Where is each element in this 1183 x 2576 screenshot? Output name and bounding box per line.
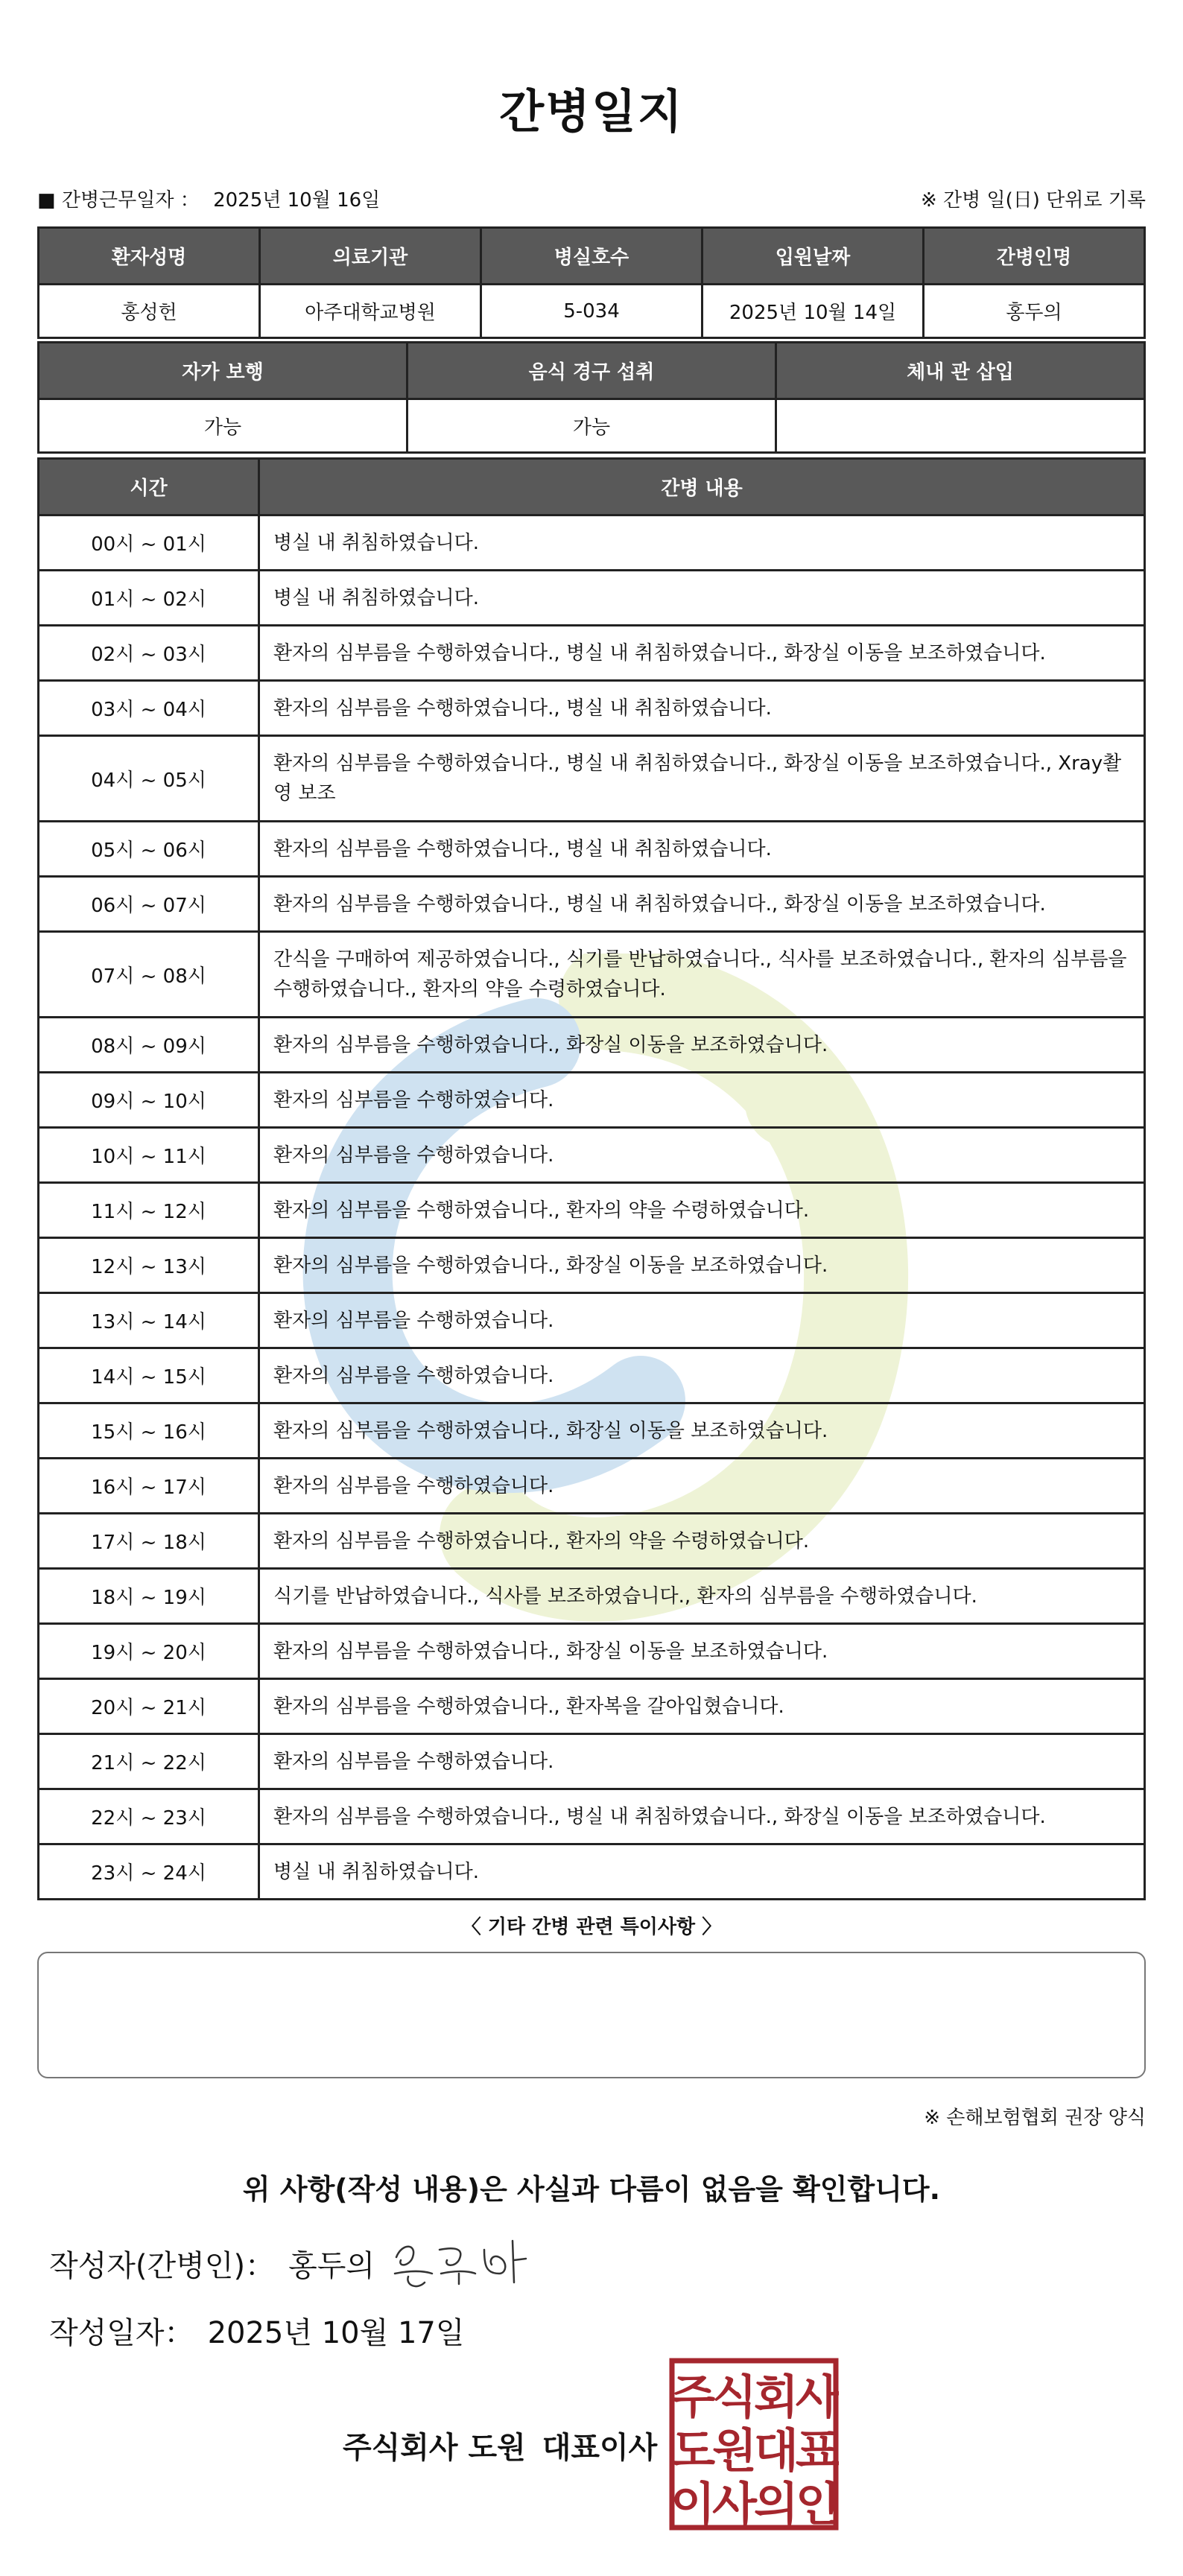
writer-line [49, 2242, 375, 2285]
table-row [39, 1844, 1145, 1900]
row-desc: 환자의 심부름을 수행하였습니다. [259, 1073, 1145, 1128]
row-desc: 환자의 심부름을 수행하였습니다. [259, 1348, 1145, 1403]
row-desc: 환자의 심부름을 수행하였습니다., 병실 내 취침하였습니다., 화장실 이동을 보조하였습니다., Xray촬영 보조 [259, 736, 1145, 822]
header-room-number: 병실호수 [481, 228, 702, 285]
header-time: 시간 [39, 459, 259, 515]
header-tube-insertion: 체내 관 삽입 [776, 343, 1145, 399]
row-time: 22시 ~ 23시 [39, 1789, 259, 1844]
row-time: 00시 ~ 01시 [39, 515, 259, 571]
row-desc: 환자의 심부름을 수행하였습니다. [259, 1734, 1145, 1789]
header-oral-intake: 음식 경구 섭취 [407, 343, 776, 399]
header-self-walking: 자가 보행 [39, 343, 407, 399]
status-table [37, 341, 1146, 454]
row-time: 09시 ~ 10시 [39, 1073, 259, 1128]
row-desc: 환자의 심부름을 수행하였습니다., 화장실 이동을 보조하였습니다. [259, 1238, 1145, 1293]
written-date-value: 2025년 10월 17일 [207, 2316, 465, 2350]
row-desc: 환자의 심부름을 수행하였습니다., 화장실 이동을 보조하였습니다. [259, 1624, 1145, 1679]
table-row [39, 1403, 1145, 1459]
work-date-label: ■ 간병근무일자 ： [37, 189, 200, 212]
row-desc: 환자의 심부름을 수행하였습니다., 환자의 약을 수령하였습니다. [259, 1183, 1145, 1238]
table-row [39, 1789, 1145, 1844]
row-time: 12시 ~ 13시 [39, 1238, 259, 1293]
row-time: 21시 ~ 22시 [39, 1734, 259, 1789]
table-row [39, 1624, 1145, 1679]
table-row [39, 1073, 1145, 1128]
row-time: 04시 ~ 05시 [39, 736, 259, 822]
work-date-value: 2025년 10월 16일 [213, 189, 381, 212]
table-row [39, 571, 1145, 626]
company-line [343, 2424, 657, 2466]
row-time: 05시 ~ 06시 [39, 822, 259, 877]
writer-name: 홍두의 [288, 2249, 375, 2283]
oral-intake-value: 가능 [407, 399, 776, 453]
row-time: 11시 ~ 12시 [39, 1183, 259, 1238]
meta-row [37, 185, 1146, 215]
table-row [39, 1018, 1145, 1073]
company-name: 주식회사 도원 [343, 2431, 526, 2465]
table-row [39, 1569, 1145, 1624]
row-desc: 병실 내 취침하였습니다. [259, 515, 1145, 571]
row-time: 13시 ~ 14시 [39, 1293, 259, 1348]
row-time: 03시 ~ 04시 [39, 681, 259, 736]
special-notes-title: 〈 기타 간병 관련 특이사항 〉 [461, 1916, 722, 1938]
caregiver-name: 홍두의 [924, 285, 1145, 338]
company-ceo-title: 대표이사 [542, 2431, 658, 2465]
header-hospital: 의료기관 [260, 228, 481, 285]
self-walking-value: 가능 [39, 399, 407, 453]
row-desc: 환자의 심부름을 수행하였습니다., 환자복을 갈아입혔습니다. [259, 1679, 1145, 1734]
special-notes-box [37, 1952, 1146, 2078]
written-date-line [49, 2309, 465, 2352]
row-time: 23시 ~ 24시 [39, 1844, 259, 1900]
confirmation-statement: 위 사항(작성 내용)은 사실과 다름이 없음을 확인합니다. [242, 2173, 941, 2206]
header-care-content: 간병 내용 [259, 459, 1145, 515]
care-log-table [37, 457, 1146, 1900]
handwritten-signature [387, 2227, 536, 2294]
writer-label: 작성자(간병인)： [49, 2249, 276, 2283]
row-desc: 병실 내 취침하였습니다. [259, 571, 1145, 626]
row-desc: 환자의 심부름을 수행하였습니다. [259, 1459, 1145, 1514]
row-time: 20시 ~ 21시 [39, 1679, 259, 1734]
table-row [39, 515, 1145, 571]
svg-text:이사의인: 이사의인 [670, 2477, 837, 2531]
tube-insertion-value [776, 399, 1145, 453]
row-time: 08시 ~ 09시 [39, 1018, 259, 1073]
table-row [39, 626, 1145, 681]
row-desc: 환자의 심부름을 수행하였습니다., 환자의 약을 수령하였습니다. [259, 1514, 1145, 1569]
table-row [39, 1238, 1145, 1293]
header-caregiver-name: 간병인명 [924, 228, 1145, 285]
table-row [39, 822, 1145, 877]
room-number: 5-034 [481, 285, 702, 338]
table-row [39, 1293, 1145, 1348]
hospital: 아주대학교병원 [260, 285, 481, 338]
row-time: 02시 ~ 03시 [39, 626, 259, 681]
patient-table [37, 226, 1146, 339]
row-desc: 식기를 반납하였습니다., 식사를 보조하였습니다., 환자의 심부름을 수행하였습니다. [259, 1569, 1145, 1624]
row-desc: 환자의 심부름을 수행하였습니다., 화장실 이동을 보조하였습니다. [259, 1403, 1145, 1459]
row-desc: 간식을 구매하여 제공하였습니다., 식기를 반납하였습니다., 식사를 보조하였습니다., 환자의 심부름을 수행하였습니다., 환자의 약을 수령하였습니다. [259, 932, 1145, 1018]
table-row [39, 1459, 1145, 1514]
row-desc: 환자의 심부름을 수행하였습니다., 병실 내 취침하였습니다., 화장실 이동을 보조하였습니다. [259, 1789, 1145, 1844]
recommended-form-note: ※ 손해보험협회 권장 양식 [924, 2107, 1146, 2129]
table-row [39, 1679, 1145, 1734]
row-time: 14시 ~ 15시 [39, 1348, 259, 1403]
row-time: 17시 ~ 18시 [39, 1514, 259, 1569]
svg-text:주식회사: 주식회사 [670, 2370, 837, 2424]
table-row [39, 1348, 1145, 1403]
row-time: 06시 ~ 07시 [39, 877, 259, 932]
row-time: 19시 ~ 20시 [39, 1624, 259, 1679]
written-date-label: 작성일자： [49, 2316, 194, 2350]
row-time: 16시 ~ 17시 [39, 1459, 259, 1514]
table-row [39, 1514, 1145, 1569]
table-row [39, 1183, 1145, 1238]
row-time: 01시 ~ 02시 [39, 571, 259, 626]
row-desc: 환자의 심부름을 수행하였습니다., 병실 내 취침하였습니다. [259, 681, 1145, 736]
row-time: 10시 ~ 11시 [39, 1128, 259, 1183]
svg-text:도원대표: 도원대표 [670, 2423, 837, 2478]
table-row [39, 736, 1145, 822]
row-desc: 환자의 심부름을 수행하였습니다., 병실 내 취침하였습니다., 화장실 이동을 보조하였습니다. [259, 626, 1145, 681]
page-title: 간병일지 [499, 84, 684, 139]
row-time: 18시 ~ 19시 [39, 1569, 259, 1624]
company-seal-stamp [669, 2358, 839, 2531]
admission-date: 2025년 10월 14일 [702, 285, 924, 338]
table-row [39, 681, 1145, 736]
row-time: 07시 ~ 08시 [39, 932, 259, 1018]
row-desc: 환자의 심부름을 수행하였습니다. [259, 1293, 1145, 1348]
row-desc: 환자의 심부름을 수행하였습니다., 병실 내 취침하였습니다. [259, 822, 1145, 877]
row-time: 15시 ~ 16시 [39, 1403, 259, 1459]
row-desc: 병실 내 취침하였습니다. [259, 1844, 1145, 1900]
row-desc: 환자의 심부름을 수행하였습니다., 화장실 이동을 보조하였습니다. [259, 1018, 1145, 1073]
table-row [39, 932, 1145, 1018]
header-admission-date: 입원날짜 [702, 228, 924, 285]
row-desc: 환자의 심부름을 수행하였습니다. [259, 1128, 1145, 1183]
row-desc: 환자의 심부름을 수행하였습니다., 병실 내 취침하였습니다., 화장실 이동을 보조하였습니다. [259, 877, 1145, 932]
record-note: ※ 간병 일(日) 단위로 기록 [920, 189, 1146, 212]
header-patient-name: 환자성명 [39, 228, 260, 285]
table-row [39, 1734, 1145, 1789]
table-row [39, 877, 1145, 932]
patient-name: 홍성헌 [39, 285, 260, 338]
table-row [39, 1128, 1145, 1183]
